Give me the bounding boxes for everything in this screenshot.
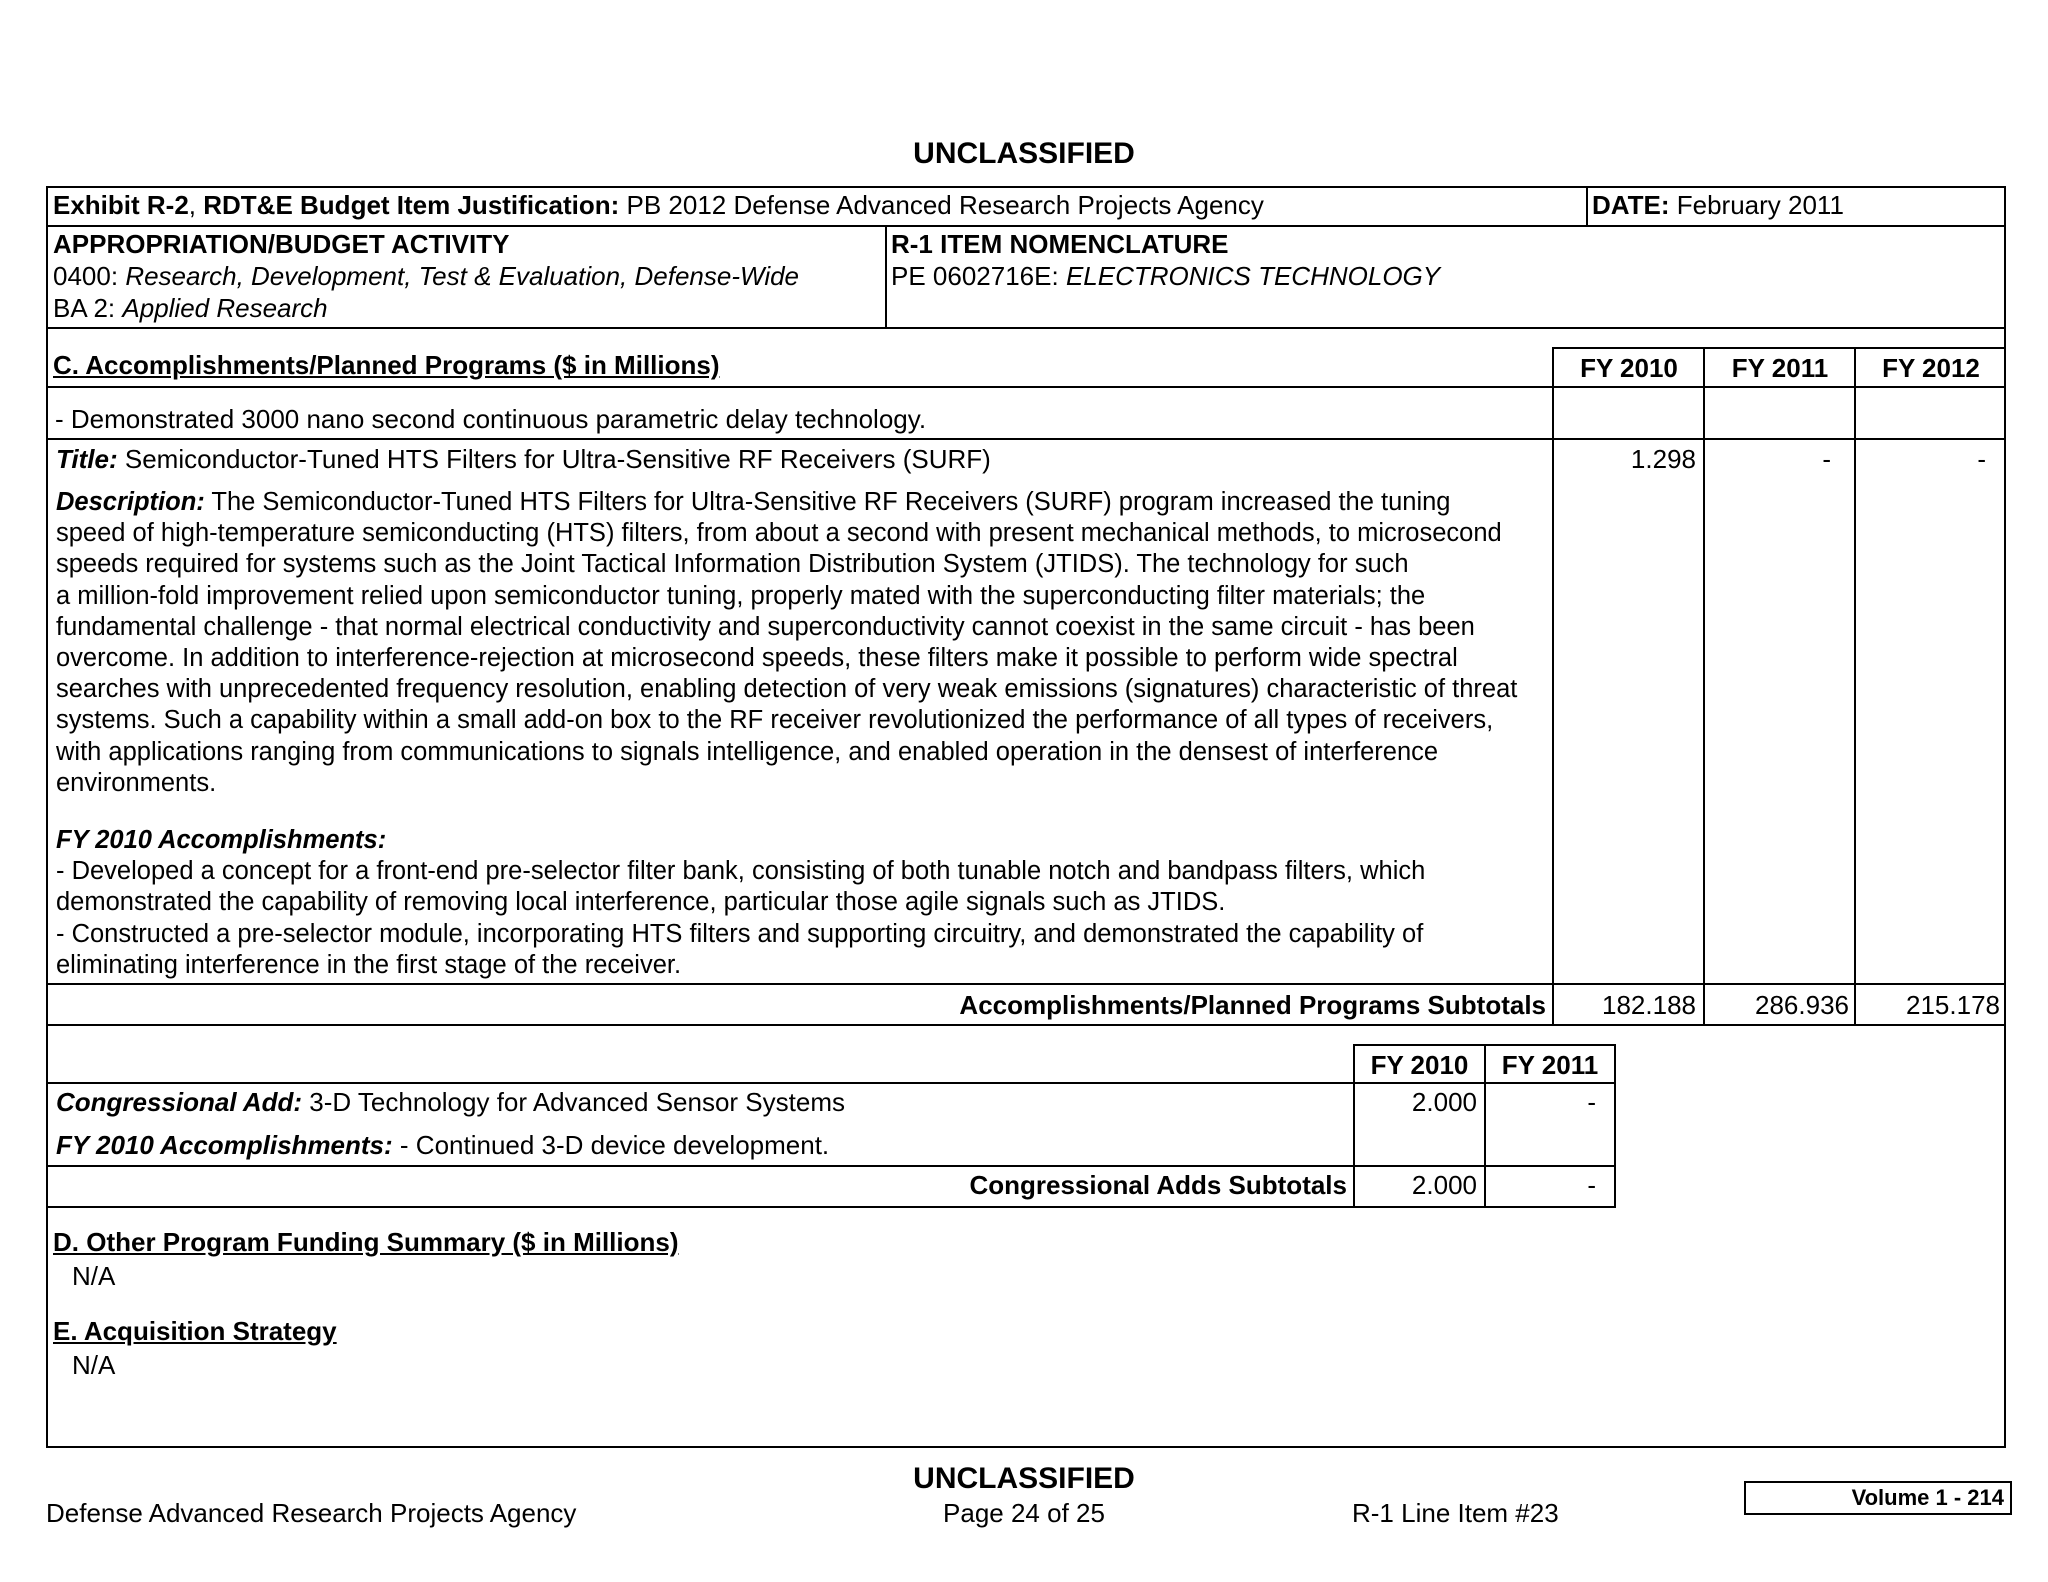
r1-label: R-1 ITEM NOMENCLATURE bbox=[891, 229, 1229, 259]
description-line: environments. bbox=[56, 768, 217, 797]
accomplishment-line: - Constructed a pre-selector module, incorporating HTS filters and supporting circuitry, and demonstrated the capability of bbox=[56, 919, 1424, 948]
section-d-title: D. Other Program Funding Summary ($ in Millions) bbox=[53, 1227, 679, 1257]
date-divider bbox=[1586, 186, 1588, 226]
c-carryover-bottom bbox=[46, 438, 2006, 440]
program-value-fy2010: 1.298 bbox=[1630, 444, 1696, 474]
r1-divider bbox=[885, 225, 887, 328]
c-subtotal-fy2010: 182.188 bbox=[1602, 990, 1696, 1020]
footer-volume bbox=[1744, 1481, 2012, 1515]
c-subtotal-fy2012: 215.178 bbox=[1906, 990, 2000, 1020]
appropriation-value: Research, Development, Test & Evaluation, Defense-Wide bbox=[125, 261, 800, 291]
description-line: overcome. In addition to interference-rejection at microsecond speeds, these filters make it possible to perform wide spectral bbox=[56, 644, 1458, 673]
description-line: with applications ranging from communications to signals intelligence, and enabled operation in the densest of interference bbox=[56, 737, 1439, 766]
accomplishment-line: demonstrated the capability of removing local interference, particular those agile signals such as JTIDS. bbox=[56, 888, 1226, 917]
description-line: a million-fold improvement relied upon semiconductor tuning, properly mated with the superconducting filter materials; the bbox=[56, 581, 1426, 610]
ca-body-bottom bbox=[46, 1165, 1616, 1167]
exhibit-value: PB 2012 Defense Advanced Research Projects Agency bbox=[626, 190, 1264, 220]
date bbox=[1592, 189, 1844, 221]
congressional-acc-value: - Continued 3-D device development. bbox=[392, 1130, 830, 1160]
appropriation-label: APPROPRIATION/BUDGET ACTIVITY bbox=[53, 229, 510, 259]
congressional-add-label: Congressional Add: bbox=[56, 1087, 303, 1117]
description-label: Description: bbox=[56, 488, 205, 516]
c-col-fy2011: FY 2011 bbox=[1731, 353, 1829, 383]
congressional-acc-label: FY 2010 Accomplishments: bbox=[56, 1130, 393, 1160]
frame-bottom bbox=[46, 1446, 2006, 1448]
r1-block bbox=[891, 228, 1440, 292]
program-title-value: Semiconductor-Tuned HTS Filters for Ultra-Sensitive RF Receivers (SURF) bbox=[124, 444, 991, 474]
congressional-add bbox=[56, 1086, 845, 1118]
c-colhead-top bbox=[1552, 347, 2006, 349]
program-value-fy2012: - bbox=[1977, 444, 1986, 474]
accomplishment-line: - Developed a concept for a front-end pre-selector filter bank, consisting of both tunable notch and bandpass filters, which bbox=[56, 857, 1426, 886]
ca-subtotal-bottom bbox=[46, 1206, 1616, 1208]
program-value-fy2011: - bbox=[1822, 444, 1831, 474]
appropriation-block bbox=[53, 228, 799, 324]
section-e-value: N/A bbox=[72, 1350, 116, 1380]
exhibit-label: RDT&E Budget Item Justification: bbox=[203, 190, 620, 220]
c-col-fy2012: FY 2012 bbox=[1882, 353, 1980, 383]
exhibit-title: Exhibit R-2, RDT&E Budget Item Justification: PB 2012 Defense Advanced Research Projects Agency bbox=[53, 190, 1264, 220]
classification-bottom: UNCLASSIFIED bbox=[913, 1462, 1135, 1495]
description-line: speeds required for systems such as the Joint Tactical Information Distribution System (JTIDS). The technology for such bbox=[56, 550, 1409, 579]
description-line: speed of high-temperature semiconducting (HTS) filters, from about a second with present mechanical methods, to microsecond bbox=[56, 519, 1502, 548]
appropriation-code: 0400: bbox=[53, 261, 119, 291]
frame-top bbox=[46, 186, 2006, 188]
ca-subtotal-fy2011: - bbox=[1587, 1170, 1596, 1200]
appropriation-divider bbox=[46, 327, 2006, 329]
c-subtotal-fy2011: 286.936 bbox=[1755, 990, 1849, 1020]
frame-left bbox=[46, 186, 48, 1448]
ca-value-fy2010: 2.000 bbox=[1411, 1087, 1477, 1117]
carryover-line: - Demonstrated 3000 nano second continuous parametric delay technology. bbox=[55, 404, 927, 434]
exhibit-prefix: Exhibit R-2 bbox=[53, 190, 189, 220]
footer-line-item: R-1 Line Item #23 bbox=[1352, 1498, 1559, 1528]
r1-value: ELECTRONICS TECHNOLOGY bbox=[1065, 261, 1441, 291]
congressional-accomplishment bbox=[56, 1129, 829, 1161]
ca-col-fy2011: FY 2011 bbox=[1501, 1050, 1599, 1080]
ca-subtotal-fy2010: 2.000 bbox=[1411, 1170, 1477, 1200]
ca-col-fy2010: FY 2010 bbox=[1370, 1050, 1469, 1080]
program-title bbox=[56, 443, 991, 475]
section-e-title: E. Acquisition Strategy bbox=[53, 1316, 337, 1346]
description-line: searches with unprecedented frequency resolution, enabling detection of very weak emissions (signatures) characteristic of threat bbox=[56, 675, 1518, 704]
c-col-fy2010: FY 2010 bbox=[1580, 353, 1678, 383]
section-d-value: N/A bbox=[72, 1261, 116, 1291]
r1-code: PE 0602716E: bbox=[891, 261, 1059, 291]
c-body-bottom bbox=[46, 983, 2006, 985]
header-divider bbox=[46, 225, 2006, 227]
accomplishment-line: eliminating interference in the first stage of the receiver. bbox=[56, 950, 682, 979]
c-header-bottom bbox=[46, 386, 2006, 388]
accomplishments-label: FY 2010 Accomplishments: bbox=[56, 826, 387, 854]
ca-subtotal-label: Congressional Adds Subtotals bbox=[969, 1170, 1347, 1200]
description bbox=[56, 487, 1576, 799]
ca-header-bottom bbox=[46, 1082, 1616, 1084]
program-title-label: Title: bbox=[56, 444, 118, 474]
description-line: systems. Such a capability within a small add-on box to the RF receiver revolutionized the performance of all types of receivers, bbox=[56, 706, 1494, 735]
c-subtotal-bottom bbox=[46, 1024, 2006, 1026]
description-line: The Semiconductor-Tuned HTS Filters for Ultra-Sensitive RF Receivers (SURF) program increased the tuning bbox=[204, 488, 1451, 516]
ba-value: Applied Research bbox=[122, 293, 328, 323]
c-subtotal-label: Accomplishments/Planned Programs Subtotals bbox=[959, 990, 1546, 1020]
ca-value-fy2011: - bbox=[1587, 1087, 1596, 1117]
date-label: DATE: bbox=[1592, 190, 1670, 220]
accomplishments bbox=[56, 825, 1576, 981]
section-c-title: C. Accomplishments/Planned Programs ($ in Millions) bbox=[53, 350, 720, 380]
footer-page: Page 24 of 25 bbox=[943, 1498, 1105, 1528]
classification-top: UNCLASSIFIED bbox=[913, 137, 1135, 170]
footer-volume-text: Volume 1 - 214 bbox=[1851, 1485, 2004, 1510]
date-value: February 2011 bbox=[1676, 190, 1844, 220]
footer-agency: Defense Advanced Research Projects Agency bbox=[46, 1498, 577, 1528]
description-line: fundamental challenge - that normal electrical conductivity and superconductivity cannot coexist in the same circuit - has been bbox=[56, 612, 1475, 641]
ca-vline-3 bbox=[1614, 1044, 1616, 1208]
congressional-add-value: 3-D Technology for Advanced Sensor Systems bbox=[302, 1087, 845, 1117]
ba-code: BA 2: bbox=[53, 293, 116, 323]
